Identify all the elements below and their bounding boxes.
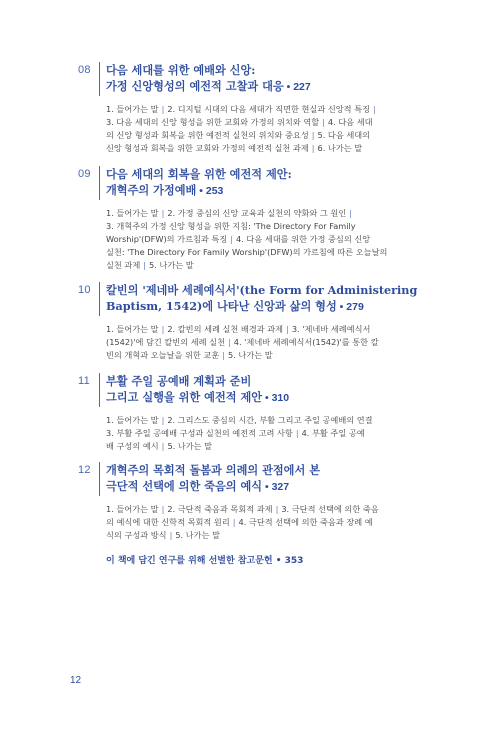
entry-divider <box>99 166 100 200</box>
separator: | <box>227 337 231 347</box>
entry-contents-line <box>106 259 418 272</box>
separator: | <box>232 517 236 527</box>
entry-title <box>106 282 418 315</box>
section-item: 1. 들어가는 말 <box>106 208 159 218</box>
section-item: 4. 다음 세대를 위한 가정 중심의 신앙 <box>236 234 371 244</box>
entry-title-line <box>106 478 418 495</box>
entry-number: 12 <box>78 464 91 476</box>
entry-contents-line <box>106 440 418 453</box>
separator: | <box>322 117 325 127</box>
bullet: • <box>196 185 206 197</box>
separator: | <box>222 350 225 360</box>
entry-contents-line <box>106 103 418 116</box>
section-item: 2. 극단적 죽음과 목회적 과제 <box>167 504 273 514</box>
entry-title <box>106 462 418 495</box>
entry-title-line <box>106 62 418 78</box>
entry-contents-line <box>106 116 418 129</box>
section-item: 1. 들어가는 말 <box>106 104 159 114</box>
section-item: 4. 부활 주일 공예 <box>301 428 365 438</box>
entry-page-number: 279 <box>346 301 364 313</box>
entry-title-line <box>106 78 418 95</box>
entry-page-number: 253 <box>205 185 224 197</box>
entry-title-line <box>106 462 418 478</box>
bullet: • <box>262 392 272 404</box>
bullet: • <box>275 556 285 566</box>
section-item: 5. 나가는 말 <box>149 260 194 270</box>
entry-title-text: 그리고 실행을 위한 예전적 제안 <box>106 390 263 404</box>
section-item: 1. 들어가는 말 <box>106 415 159 425</box>
bullet: • <box>336 301 347 313</box>
section-item: 5. 나가는 말 <box>175 530 220 540</box>
separator: | <box>169 530 173 540</box>
entry-page-number: 227 <box>293 81 311 93</box>
entry-contents-line <box>106 323 418 336</box>
separator: | <box>349 208 353 218</box>
bibliography-page: 353 <box>284 556 304 566</box>
entry-title-line <box>106 373 418 389</box>
section-item: 4. '제네바 세례예식서(1542)'를 통한 칼 <box>233 337 379 347</box>
entry-contents-line <box>106 129 418 142</box>
section-item: 1. 들어가는 말 <box>106 504 159 514</box>
entry-title-text: 부활 주일 공예배 계획과 준비 <box>106 374 252 388</box>
separator: | <box>161 208 165 218</box>
entry-contents-line <box>106 336 418 349</box>
entry-number: 08 <box>78 64 91 76</box>
entry-contents-line <box>106 503 418 516</box>
entry-contents-line <box>106 233 418 246</box>
section-item: 신앙 형성과 회복을 위한 교회와 가정의 예전적 실천 과제 <box>106 143 309 153</box>
entry-contents <box>106 414 418 453</box>
section-item: 5. 다음 세대의 <box>317 130 371 140</box>
separator: | <box>295 428 299 438</box>
toc-entry[interactable] <box>78 166 418 272</box>
entry-contents <box>106 503 418 542</box>
section-item: 배 구성의 예시 <box>106 441 159 451</box>
entry-contents-line <box>106 207 418 220</box>
entry-page-number: 310 <box>271 392 290 404</box>
section-item: 2. 가정 중심의 신앙 교육과 실천의 약화와 그 원인 <box>167 208 347 218</box>
section-item: Worship'(DFW)의 가르침과 특징 <box>106 234 228 244</box>
entry-title-line <box>106 389 418 406</box>
section-item: 3. 다음 세대의 신앙 형성을 위한 교회와 가정의 위치와 역할 <box>106 117 320 127</box>
entry-divider <box>99 282 100 316</box>
entry-contents <box>106 323 418 362</box>
entry-contents <box>106 103 418 155</box>
entry-title-text: 다음 세대의 회복을 위한 예전적 제안: <box>106 167 292 181</box>
separator: | <box>161 104 165 114</box>
entry-title-line <box>106 298 418 315</box>
entry-divider <box>99 62 100 96</box>
separator: | <box>275 504 279 514</box>
separator: | <box>143 260 147 270</box>
entry-title <box>106 373 418 406</box>
separator: | <box>286 324 289 334</box>
section-item: 6. 나가는 말 <box>317 143 363 153</box>
toc-entry[interactable] <box>78 373 418 453</box>
section-item: 실천 과제 <box>106 260 141 270</box>
section-item: 3. 극단적 선택에 의한 죽음 <box>281 504 379 514</box>
entry-title-line <box>106 182 418 199</box>
entry-title-line <box>106 282 418 298</box>
section-item: 2. 칼빈의 세례 실천 배경과 과제 <box>167 324 284 334</box>
entry-number: 11 <box>78 375 91 387</box>
section-item: 3. 개혁주의 가정 신앙 형성을 위한 지침: 'The Directory For Family <box>106 221 356 231</box>
section-item: 1. 들어가는 말 <box>106 324 159 334</box>
entry-title-text: 다음 세대를 위한 예배와 신앙: <box>106 63 256 77</box>
separator: | <box>311 143 315 153</box>
separator: | <box>311 130 315 140</box>
section-item: 2. 디지털 시대의 다음 세대가 직면한 현실과 신앙적 특징 <box>167 104 370 114</box>
section-item: 3. 부활 주일 공예배 구성과 실천의 예전적 고려 사항 <box>106 428 293 438</box>
entry-title <box>106 166 418 199</box>
entry-title-text: Baptism, 1542)에 나타난 신앙과 삶의 형성 <box>106 299 337 313</box>
toc-entry[interactable] <box>78 282 418 362</box>
entry-title <box>106 62 418 95</box>
entry-divider <box>99 462 100 496</box>
section-item: 3. '제네바 세례예식서 <box>291 324 371 334</box>
toc-entry[interactable] <box>78 462 418 542</box>
section-item: 5. 나가는 말 <box>167 441 213 451</box>
entry-contents-line <box>106 516 418 529</box>
entry-contents-line <box>106 529 418 542</box>
entry-divider <box>99 373 100 407</box>
bullet: • <box>262 481 272 493</box>
entry-contents-line <box>106 427 418 440</box>
entry-number: 10 <box>78 284 91 296</box>
entry-title-text: 개혁주의 가정예배 <box>106 183 197 197</box>
bibliography-entry[interactable] <box>106 553 303 566</box>
section-item: 실천: 'The Directory For Family Worship'(DFW)의 가르침에 따른 오늘날의 <box>106 247 388 257</box>
entry-title-text: 칼빈의 '제네바 세례예식서'(the Form for Administering <box>106 283 418 297</box>
separator: | <box>161 441 165 451</box>
section-item: 4. 다음 세대 <box>327 117 373 127</box>
entry-contents-line <box>106 142 418 155</box>
separator: | <box>161 415 165 425</box>
section-item: 식의 구성과 방식 <box>106 530 167 540</box>
section-item: 의 신앙 형성과 회복을 위한 예전적 실천의 위치와 중요성 <box>106 130 309 140</box>
entry-contents-line <box>106 414 418 427</box>
toc-entry[interactable] <box>78 62 418 155</box>
separator: | <box>230 234 234 244</box>
entry-page-number: 327 <box>271 481 290 493</box>
bibliography-label: 이 책에 담긴 연구를 위해 선별한 참고문헌 <box>106 556 273 566</box>
separator: | <box>161 324 165 334</box>
section-item: 4. 극단적 선택에 의한 죽음과 장례 예 <box>238 517 373 527</box>
page-number: 12 <box>70 675 82 686</box>
entry-title-text: 극단적 선택에 의한 죽음의 예식 <box>106 479 263 493</box>
section-item: (1542)'에 담긴 칼빈의 세례 실천 <box>106 337 225 347</box>
entry-contents-line <box>106 246 418 259</box>
separator: | <box>372 104 376 114</box>
entry-title-text: 가정 신앙형성의 예전적 고찰과 대응 <box>106 79 284 93</box>
bullet: • <box>283 81 294 93</box>
entry-contents-line <box>106 349 418 362</box>
entry-title-text: 개혁주의 목회적 돌봄과 의례의 관점에서 본 <box>106 463 321 477</box>
entry-number: 09 <box>78 168 91 180</box>
section-item: 의 예식에 대한 신학적 목회적 원리 <box>106 517 230 527</box>
section-item: 2. 그리스도 중심의 시간, 부활 그리고 주일 공예배의 연결 <box>167 415 373 425</box>
entry-title-line <box>106 166 418 182</box>
section-item: 빈의 개혁과 오늘날을 위한 교훈 <box>106 350 220 360</box>
entry-contents <box>106 207 418 272</box>
entry-contents-line <box>106 220 418 233</box>
separator: | <box>161 504 165 514</box>
section-item: 5. 나가는 말 <box>228 350 273 360</box>
